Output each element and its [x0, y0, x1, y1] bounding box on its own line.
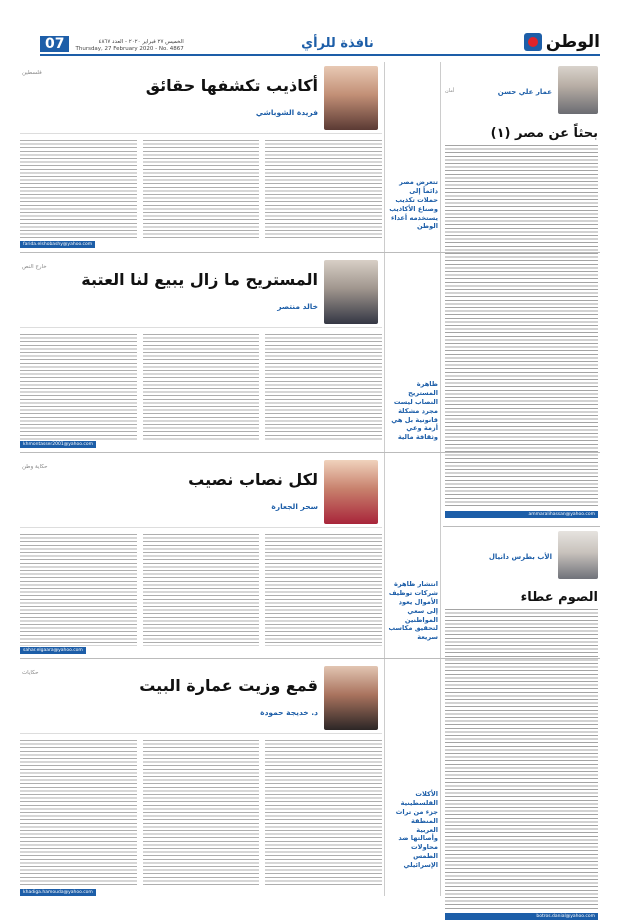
article-title: الصوم عطاء [520, 590, 598, 605]
column-tag: خارج النص [22, 264, 47, 270]
article-header [20, 256, 382, 328]
author-photo [324, 66, 378, 130]
date-arabic: الخميس ٢٧ فبراير ٢٠٢٠ - العدد ٤٨٦٧ [98, 39, 184, 45]
column-divider [384, 62, 385, 896]
article-divider [20, 452, 600, 453]
author-email[interactable]: khmontasser2001@yahoo.com [20, 441, 96, 448]
author-box [443, 526, 600, 584]
author-photo [558, 66, 598, 114]
author-name: د. خديجة حمودة [260, 708, 318, 717]
author-photo [558, 531, 598, 579]
pull-quote: انتشار ظاهرة شركات توظيف الأموال يعود إلى سعي المواطنين لتحقيق مكاسب سريعة [388, 580, 438, 642]
article-body [20, 140, 382, 240]
author-email[interactable]: sahar.elgaara@yahoo.com [20, 647, 86, 654]
author-name: الأب بطرس دانيال [488, 553, 552, 561]
article-title: بحثاً عن مصر (١) [490, 126, 598, 141]
column-divider [440, 62, 441, 896]
page-number: 07 [40, 36, 69, 52]
author-email[interactable]: farida.elshobashy@yahoo.com [20, 241, 95, 248]
article-title: لكل نصاب نصيب [188, 470, 318, 489]
article-title: قمع وزيت عمارة البيت [139, 676, 318, 695]
author-name: سحر الجعارة [271, 502, 318, 511]
article-body [20, 740, 382, 886]
author-email[interactable]: ammaralihassan@yahoo.com [445, 511, 598, 518]
quotes-column [386, 62, 438, 896]
article [20, 256, 382, 448]
column-tag: أمان [445, 88, 455, 94]
logo-icon [524, 33, 542, 51]
right-column [443, 62, 600, 919]
author-photo [324, 460, 378, 524]
pull-quote: تتعرض مصر دائماً إلى حملات تكذيب وصناع الأكاذيب يستخدمه أعداء الوطن [389, 178, 438, 231]
logo-text: الوطن [545, 32, 600, 52]
author-email[interactable]: khadiga.hamouda@yahoo.com [20, 889, 96, 896]
author-email[interactable]: botros.danial@yahoo.com [445, 913, 598, 920]
article-body [20, 334, 382, 440]
author-name: عمار علي حسن [497, 88, 552, 96]
author-photo [324, 666, 378, 730]
article-title: أكاذيب تكشفها حقائق [145, 76, 318, 95]
article-header [20, 456, 382, 528]
article-header [20, 62, 382, 134]
date-line [75, 39, 183, 54]
article-body [445, 609, 598, 909]
section-title: نافذة للرأي [301, 36, 374, 51]
article [20, 662, 382, 896]
column-tag: حكايات [22, 670, 39, 676]
newspaper-logo [524, 32, 600, 54]
article-divider [20, 252, 600, 253]
article-title: المستريح ما زال يبيع لنا العتبة [81, 270, 318, 289]
author-name: خالد منتصر [277, 302, 318, 311]
author-photo [324, 260, 378, 324]
pull-quote: الأكلات الفلسطينية جزء من تراث المنطقة العربية وأصالتها ضد محاولات الطمس الإسرائيلي [395, 790, 438, 870]
pull-quote: ظاهرة المستريح النصاب ليست مجرد مشكلة قانونية بل هي أزمة وعي وثقافة مالية [391, 380, 438, 442]
article-divider [20, 658, 600, 659]
author-name: فريدة الشوباشي [255, 108, 318, 117]
date-english: Thursday, 27 February 2020 - No. 4867 [75, 46, 184, 52]
masthead [40, 26, 600, 56]
article-body [20, 534, 382, 646]
article [20, 62, 382, 248]
article-header [20, 662, 382, 734]
article [20, 456, 382, 654]
column-tag: حكاية وطن [22, 464, 48, 470]
author-box [443, 62, 600, 120]
column-tag: فلسطين [22, 70, 42, 76]
